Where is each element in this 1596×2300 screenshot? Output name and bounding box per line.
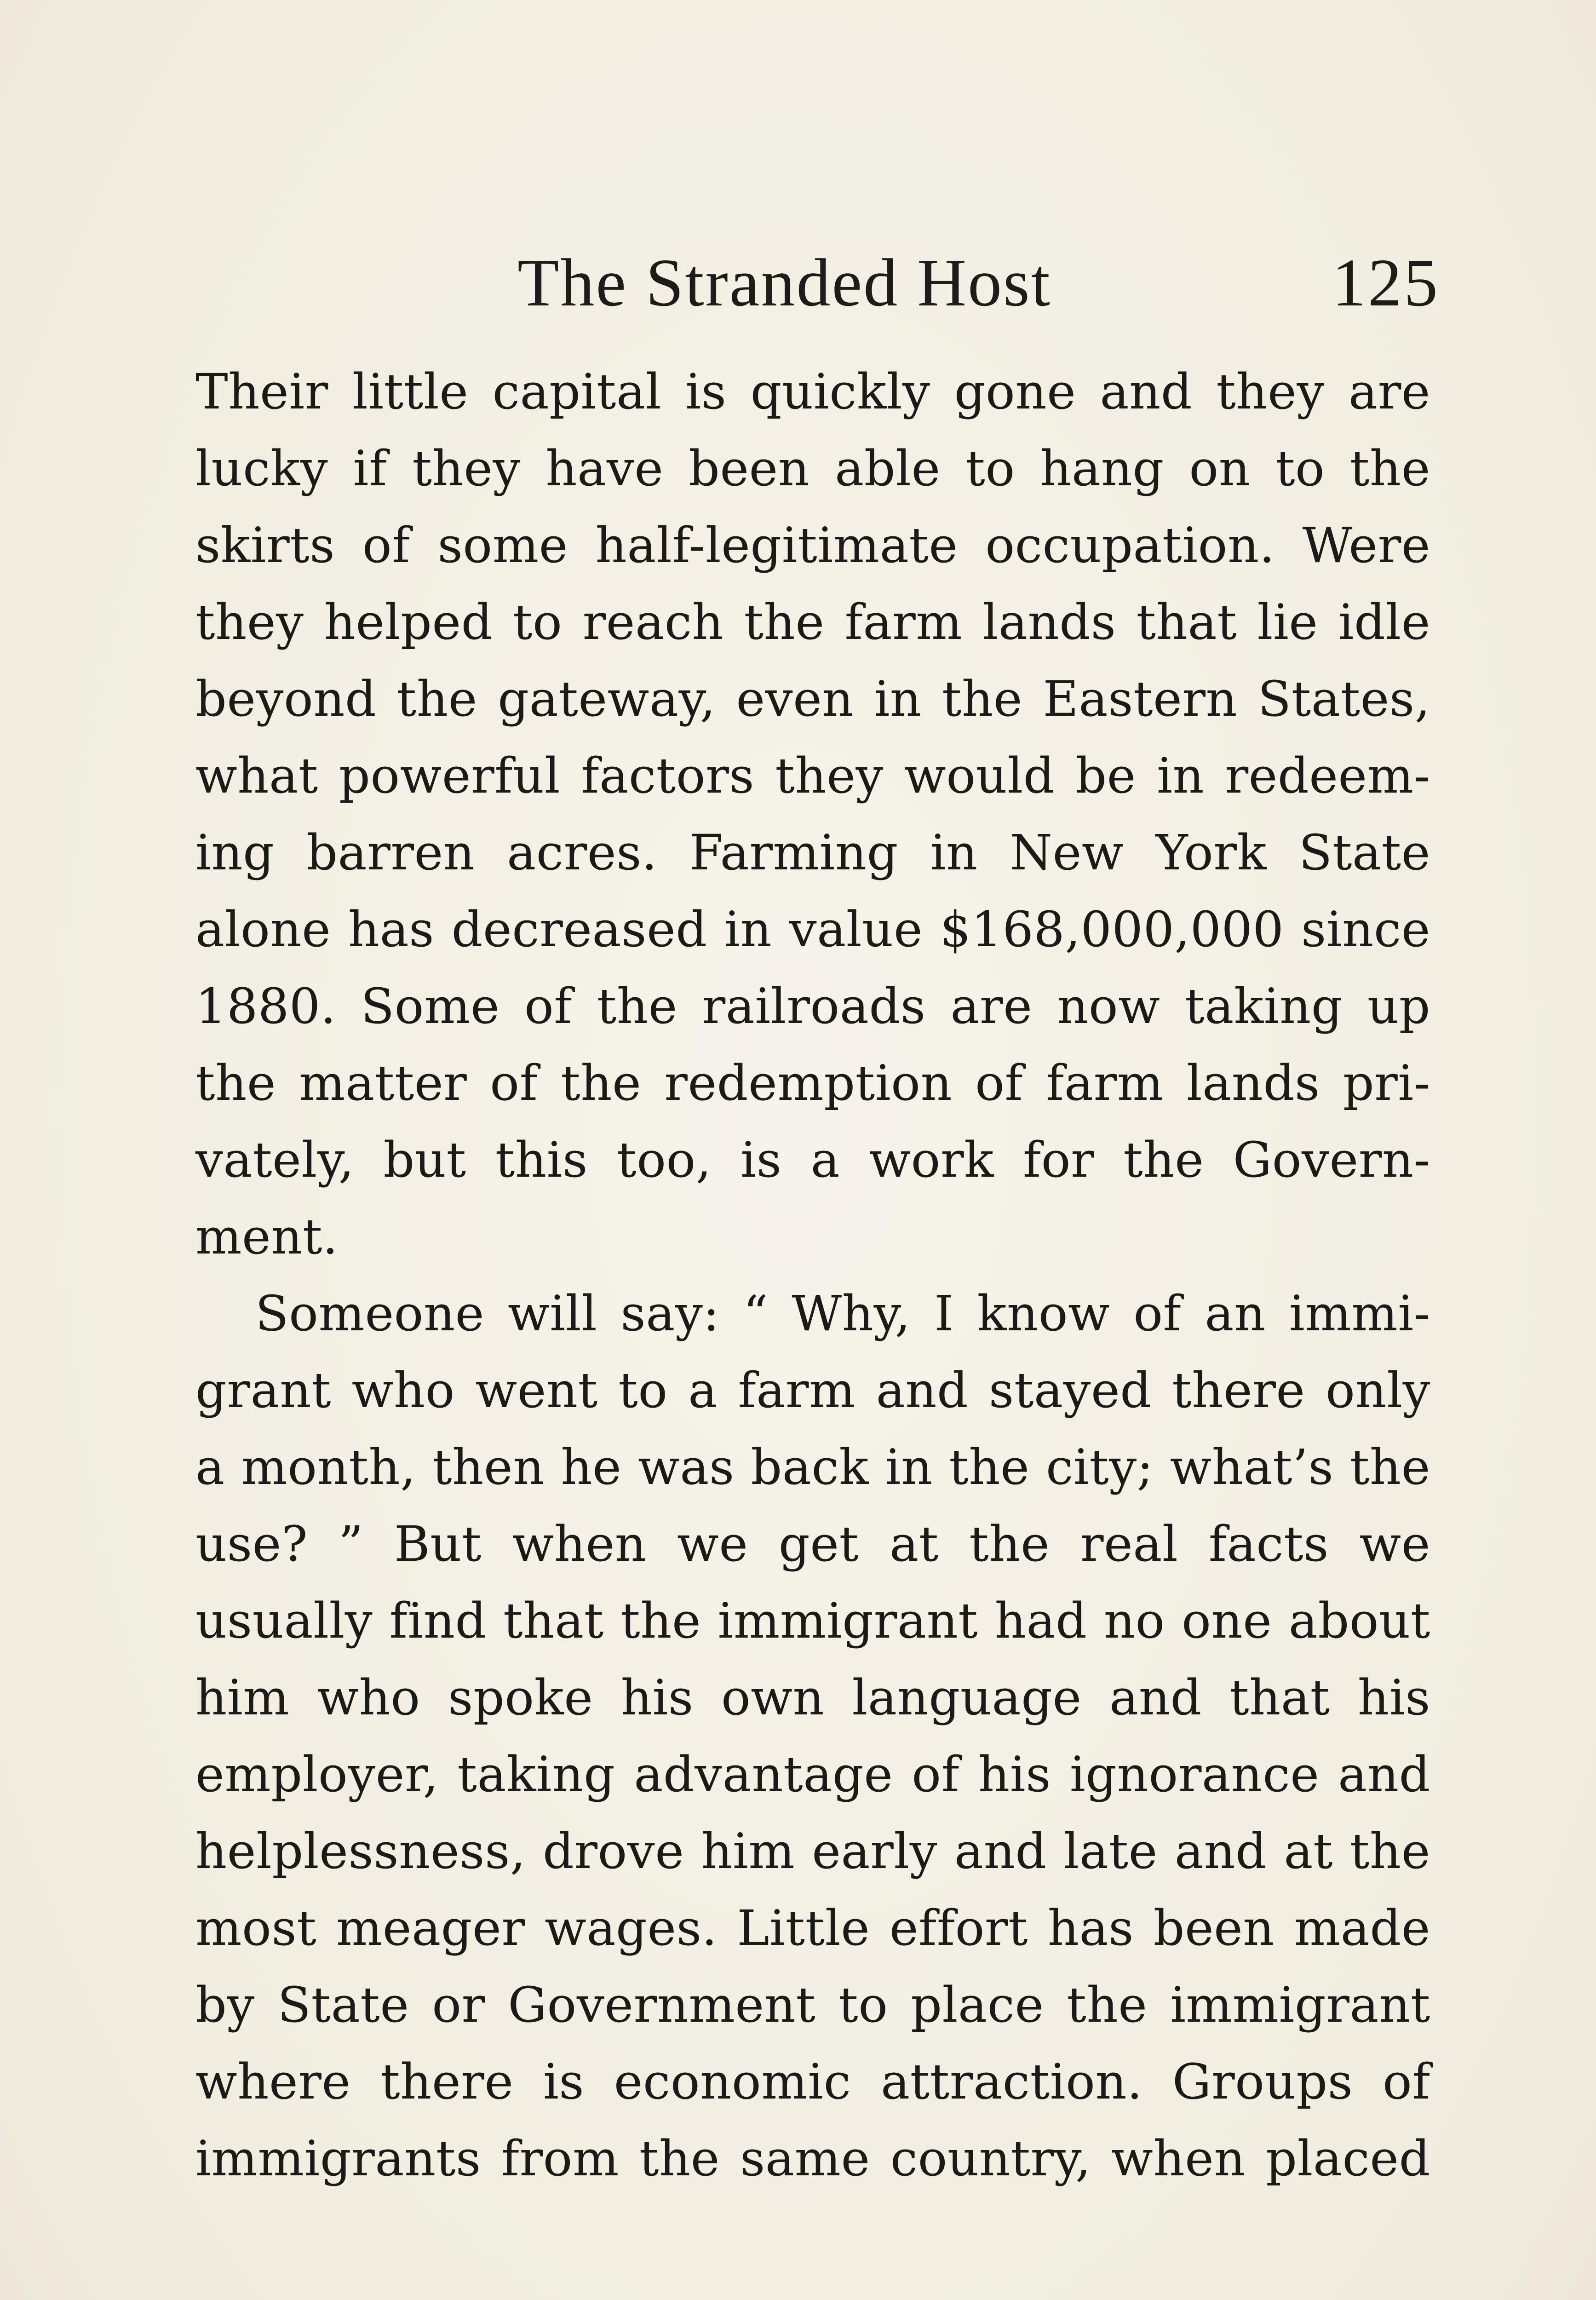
text-line: alone has decreased in value $168,000,000 since: [195, 901, 1430, 958]
page-number: 125: [1332, 245, 1440, 321]
body-text: [195, 353, 1430, 2197]
text-line: ment.: [195, 1208, 339, 1265]
running-title: The Stranded Host: [517, 245, 1051, 321]
text-line: usually find that the immigrant had no one about: [195, 1593, 1430, 1649]
text-line: where there is economic attraction. Groups of: [195, 2053, 1430, 2110]
text-line: 1880. Some of the railroads are now taking up: [195, 978, 1430, 1035]
text-line: skirts of some half-legitimate occupation. Were: [195, 517, 1430, 574]
text-line: him who spoke his own language and that his: [195, 1669, 1430, 1726]
text-line: Someone will say: “ Why, I know of an immi-: [255, 1285, 1430, 1342]
text-line: Their little capital is quickly gone and they are: [195, 363, 1430, 420]
text-line: ing barren acres. Farming in New York State: [195, 824, 1430, 881]
text-line: immigrants from the same country, when placed: [195, 2130, 1430, 2187]
text-line: employer, taking advantage of his ignorance and: [195, 1746, 1430, 1803]
text-line: the matter of the redemption of farm lands pri-: [195, 1055, 1430, 1111]
text-line: what powerful factors they would be in redeem-: [195, 748, 1430, 804]
text-line: they helped to reach the farm lands that lie idle: [195, 594, 1430, 650]
text-line: helplessness, drove him early and late and at the: [195, 1823, 1430, 1880]
text-line: beyond the gateway, even in the Eastern States,: [195, 671, 1430, 727]
text-line: lucky if they have been able to hang on to the: [195, 440, 1430, 497]
text-line: most meager wages. Little effort has been made: [195, 1900, 1430, 1956]
text-line: a month, then he was back in the city; what’s the: [195, 1439, 1430, 1495]
text-line: grant who went to a farm and stayed there only: [195, 1362, 1430, 1419]
text-line: by State or Government to place the immigrant: [195, 1977, 1430, 2033]
text-line: use? ” But when we get at the real facts we: [195, 1516, 1430, 1572]
running-head: [517, 239, 1440, 327]
text-line: vately, but this too, is a work for the Govern-: [195, 1132, 1430, 1188]
